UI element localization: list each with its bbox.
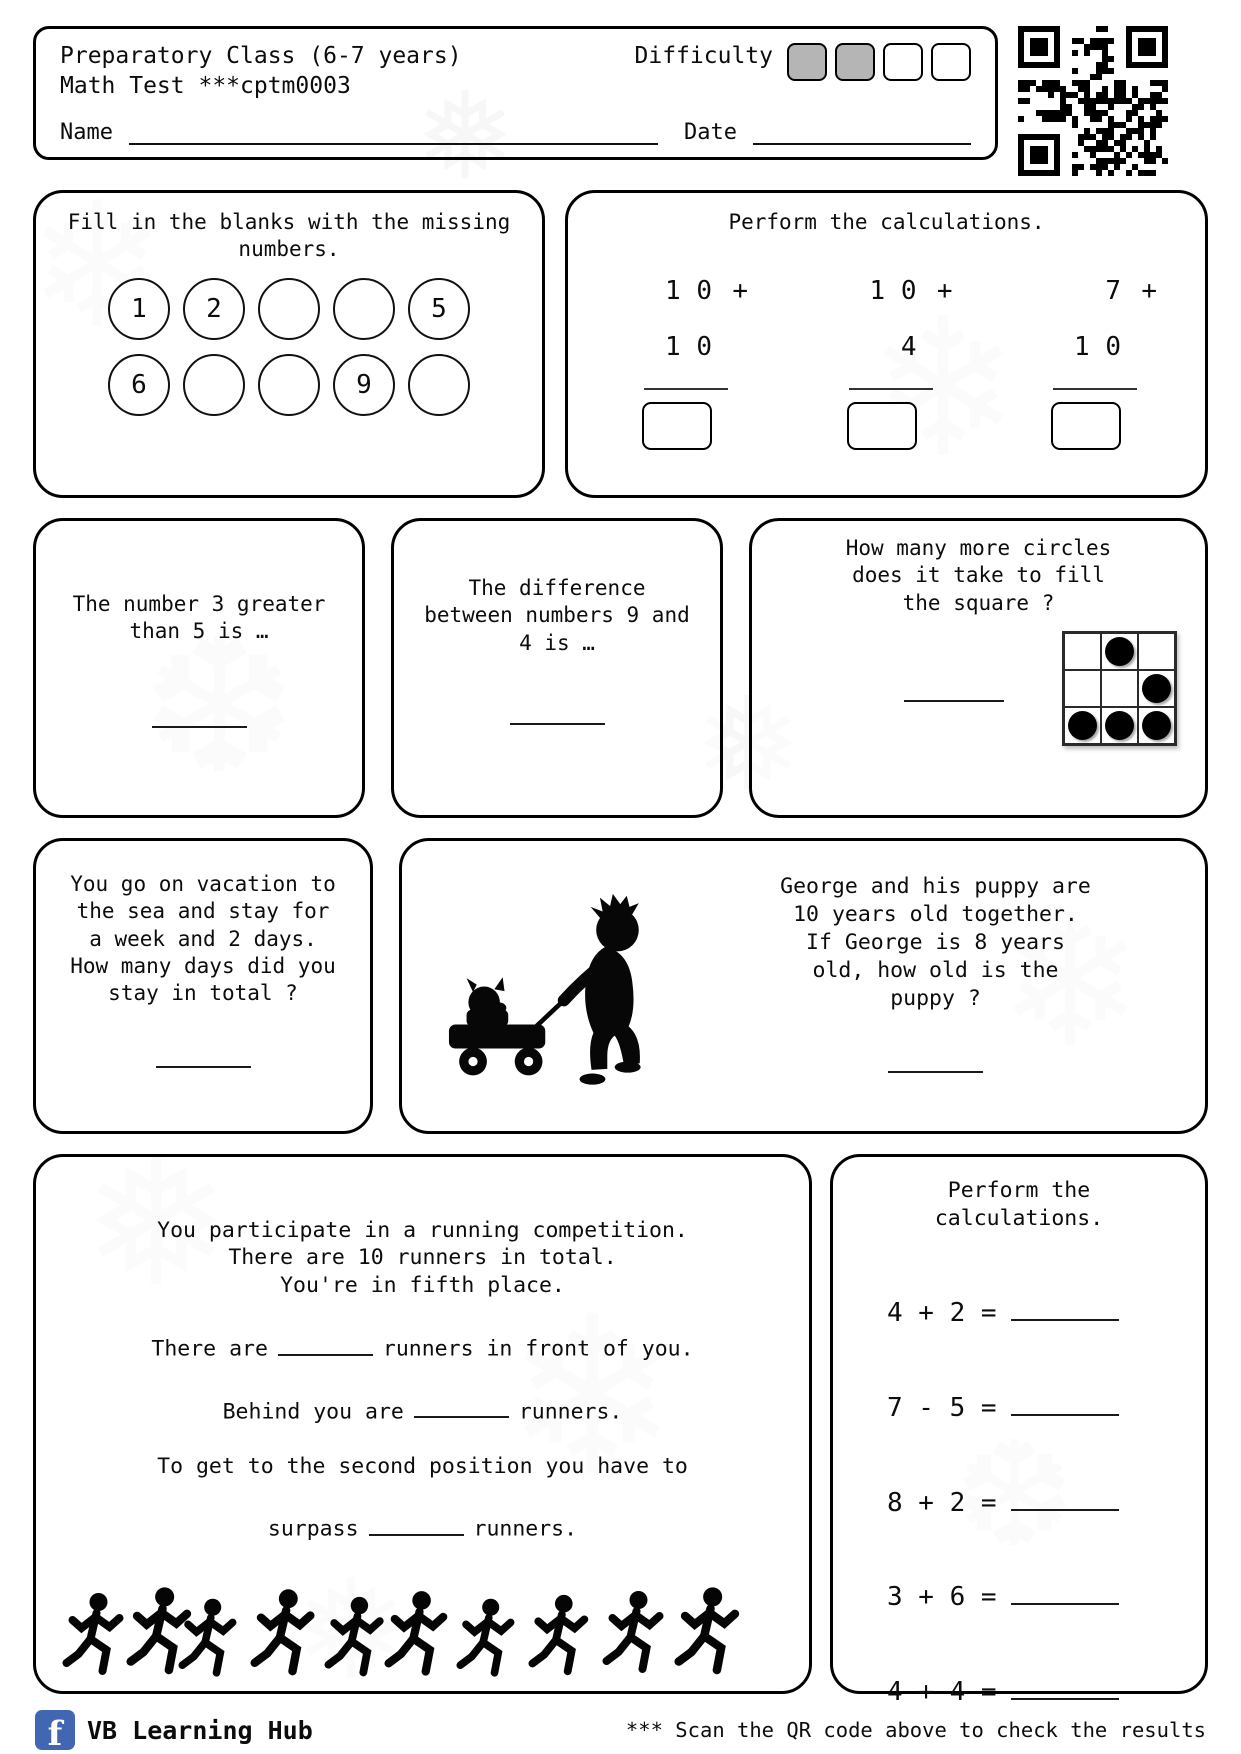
puppy-silhouette <box>467 977 509 1026</box>
question-box-difference <box>391 518 723 818</box>
equation-row: 3 + 6 = <box>859 1574 1179 1613</box>
child-wagon-illustration <box>436 887 686 1103</box>
equation-row: 7 - 5 = <box>859 1384 1179 1423</box>
answer-blank <box>152 708 247 728</box>
answer-blank <box>278 1329 373 1356</box>
grid-cell <box>1138 670 1175 707</box>
question-box-missing-numbers <box>33 190 545 498</box>
q8-fill-line-1: There are runners in front of you. <box>64 1329 781 1362</box>
title-line-1: Preparatory Class (6-7 years) <box>60 43 462 69</box>
number-circle-row <box>46 354 532 416</box>
grid-cell <box>1064 633 1101 670</box>
date-label: Date <box>684 120 737 145</box>
runner-silhouettes <box>54 1563 791 1685</box>
number-circle-row <box>46 278 532 340</box>
difficulty-indicator <box>635 43 971 102</box>
difficulty-box <box>787 43 827 81</box>
answer-box <box>847 402 917 450</box>
answer-blank <box>369 1509 464 1536</box>
q8-fill-line-3: To get to the second position you have to <box>157 1454 688 1480</box>
answer-blank <box>1011 1479 1119 1511</box>
page-title <box>60 41 462 102</box>
answer-blank <box>1011 1668 1119 1700</box>
sum-rule <box>1053 388 1137 390</box>
answer-blank <box>414 1392 509 1419</box>
number-circle-blank <box>333 278 395 340</box>
difficulty-box <box>883 43 923 81</box>
answer-blank <box>888 1053 983 1073</box>
grid-cell <box>1064 707 1101 744</box>
question-box-george-puppy <box>399 838 1208 1134</box>
calc-column: 1 0 + 1 0 <box>616 276 748 450</box>
equation-row: 4 + 4 = <box>859 1668 1179 1707</box>
answer-blank <box>510 705 605 725</box>
wagon-silhouette <box>449 1024 545 1075</box>
question-box-fill-square <box>749 518 1208 818</box>
name-blank <box>129 119 658 145</box>
question-box-column-calculations <box>565 190 1208 498</box>
equation-row: 8 + 2 = <box>859 1479 1179 1518</box>
difficulty-box <box>835 43 875 81</box>
grid-cell <box>1138 707 1175 744</box>
facebook-icon: f <box>35 1710 75 1750</box>
answer-box <box>1051 402 1121 450</box>
sum-rule <box>644 388 728 390</box>
qr-note: *** Scan the QR code above to check the results <box>625 1718 1206 1742</box>
equation-row: 4 + 2 = <box>859 1289 1179 1328</box>
number-circle: 9 <box>333 354 395 416</box>
answer-blank <box>1011 1574 1119 1606</box>
calc-column: 1 0 + 4 <box>821 276 953 450</box>
header <box>33 26 1208 176</box>
grid-cell <box>1101 633 1138 670</box>
answer-blank <box>904 682 1004 702</box>
question-box-vacation <box>33 838 373 1134</box>
grid-cell <box>1101 670 1138 707</box>
q9-prompt: Perform the calculations. <box>934 1178 1104 1231</box>
q4-prompt: The difference between numbers 9 and 4 is … <box>424 576 690 655</box>
brand-name: VB Learning Hub <box>87 1715 313 1745</box>
q6-prompt: You go on vacation to the sea and stay for a week and 2 days. How many days did you stay in total ? <box>70 872 336 1006</box>
number-circle: 1 <box>108 278 170 340</box>
number-circle-blank <box>408 354 470 416</box>
q3-prompt: The number 3 greater than 5 is … <box>72 592 326 644</box>
q5-prompt: How many more circles does it take to fill the square ? <box>845 536 1112 615</box>
answer-blank <box>156 1047 251 1067</box>
sum-rule <box>849 388 933 390</box>
title-line-2: Math Test ***cptm0003 <box>60 73 351 100</box>
grid-cell <box>1138 633 1175 670</box>
question-box-running-competition <box>33 1154 812 1694</box>
q1-prompt: Fill in the blanks with the missing numbers. <box>67 210 511 262</box>
footer <box>33 1710 1208 1754</box>
answer-box <box>642 402 712 450</box>
grid-cell <box>1064 670 1101 707</box>
header-box <box>33 26 998 160</box>
number-circle-blank <box>183 354 245 416</box>
number-circle: 2 <box>183 278 245 340</box>
calculation-columns <box>616 276 1157 450</box>
q8-intro: You participate in a running competition. There are 10 runners in total. You're in fifth place. <box>157 1218 688 1298</box>
circle-square-grid <box>1062 631 1177 746</box>
question-box-3-greater <box>33 518 365 818</box>
qr-code-icon <box>1018 26 1168 176</box>
calc-column: 7 + 1 0 <box>1025 276 1157 450</box>
number-circle: 5 <box>408 278 470 340</box>
number-circle-blank <box>258 354 320 416</box>
difficulty-box <box>931 43 971 81</box>
q8-fill-line-2: Behind you are runners. <box>64 1392 781 1425</box>
difficulty-label: Difficulty <box>634 43 773 69</box>
answer-blank <box>1011 1384 1119 1416</box>
q2-prompt: Perform the calculations. <box>728 210 1045 234</box>
q7-prompt: George and his puppy are 10 years old together. If George is 8 years old, how old is the puppy ? <box>780 874 1091 1011</box>
answer-blank <box>1011 1289 1119 1321</box>
date-blank <box>753 119 971 145</box>
name-label: Name <box>60 120 113 145</box>
q8-fill-line-4: surpass runners. <box>64 1509 781 1542</box>
number-circle: 6 <box>108 354 170 416</box>
grid-cell <box>1101 707 1138 744</box>
number-circle-blank <box>258 278 320 340</box>
question-box-calculations-list <box>830 1154 1208 1708</box>
